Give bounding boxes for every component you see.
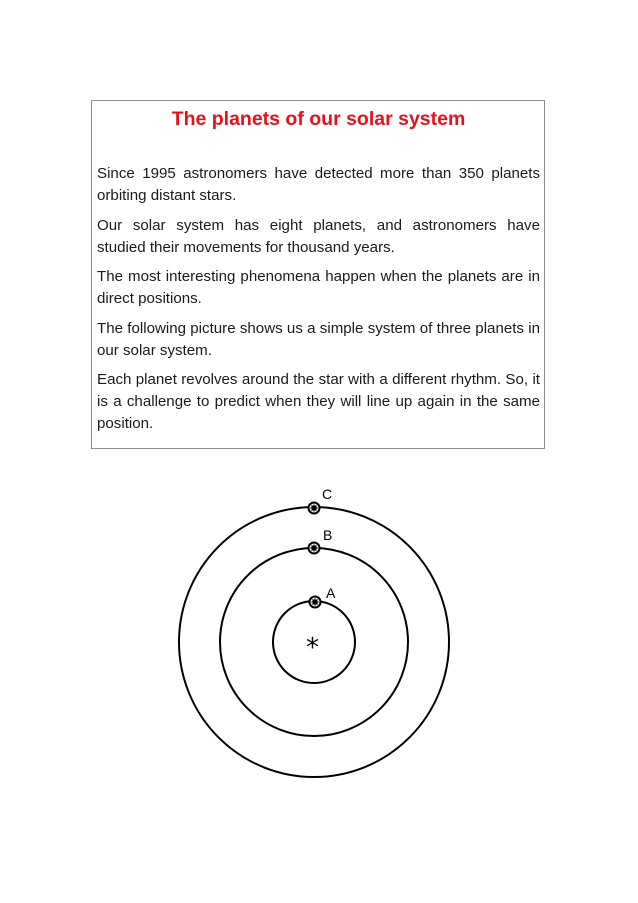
planet-b-icon <box>309 543 320 554</box>
paragraph-5: Each planet revolves around the star with a different rhythm. So, it is a challenge to predict when they will line up again in the same position. <box>97 371 540 432</box>
paragraph-3: The most interesting phenomena happen when the planets are in direct positions. <box>97 268 540 307</box>
paragraph-2: Our solar system has eight planets, and astronomers have studied their movements for thousand years. <box>97 216 540 256</box>
star-icon: * <box>306 633 319 663</box>
page-title: The planets of our solar system <box>171 108 466 130</box>
paragraph-1: Since 1995 astronomers have detected more than 350 planets orbiting distant stars. <box>97 165 540 204</box>
planet-c-label: C <box>322 486 333 502</box>
paragraph-4: The following picture shows us a simple system of three planets in our solar system. <box>97 319 540 359</box>
planet-a-icon <box>310 597 321 608</box>
planet-a-label: A <box>326 585 336 601</box>
planet-b-label: B <box>323 527 333 543</box>
planet-c-icon <box>309 503 320 514</box>
